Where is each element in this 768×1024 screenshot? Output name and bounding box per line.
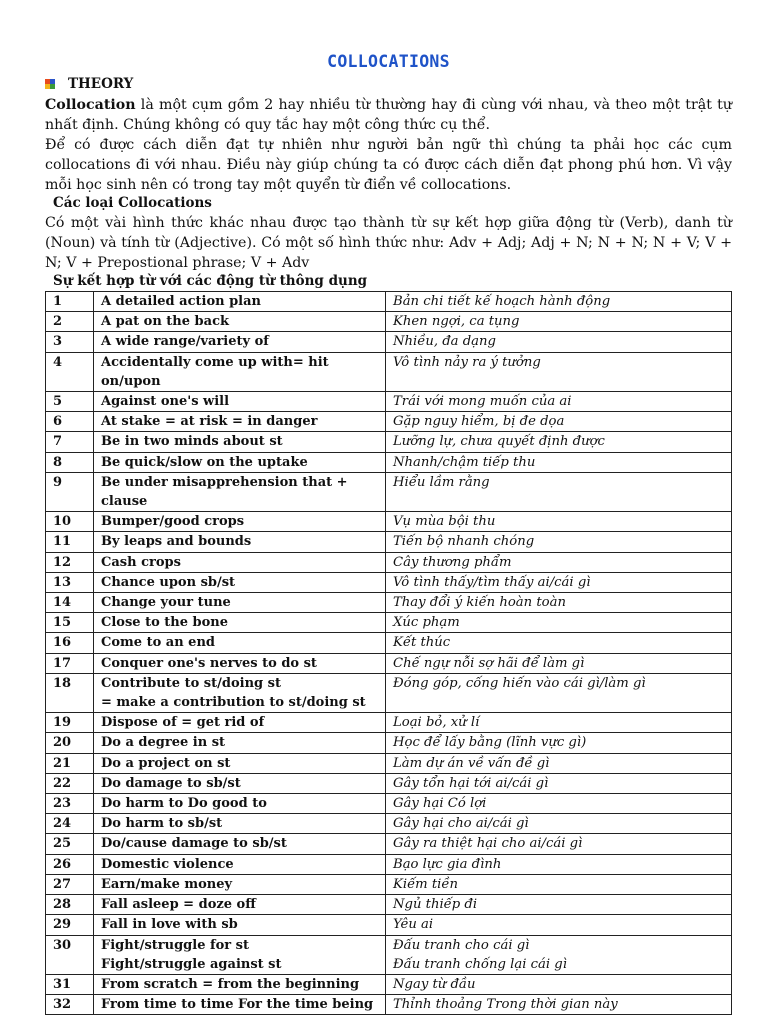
vietnamese-meaning — [386, 292, 732, 312]
table-row — [46, 392, 732, 412]
english-collocation — [94, 854, 386, 874]
english-collocation — [94, 292, 386, 312]
collocation-term: Collocation — [45, 97, 136, 113]
vietnamese-meaning — [386, 572, 732, 592]
table-row — [46, 915, 732, 935]
table-row — [46, 432, 732, 452]
vietnamese-line: Gây tổn hại tới ai/cái gì — [393, 775, 549, 791]
table-row — [46, 974, 732, 994]
vietnamese-meaning — [386, 452, 732, 472]
vietnamese-meaning — [386, 753, 732, 773]
row-number: 27 — [46, 874, 94, 894]
vietnamese-meaning — [386, 733, 732, 753]
table-row — [46, 633, 732, 653]
english-collocation — [94, 432, 386, 452]
english-line: Earn/make money — [101, 876, 233, 892]
vietnamese-line: Ngay từ đầu — [393, 976, 476, 992]
english-line: = make a contribution to st/doing st — [101, 695, 366, 711]
vietnamese-line: Gây hại Có lợi — [393, 796, 487, 812]
vietnamese-meaning — [386, 995, 732, 1015]
table-row — [46, 995, 732, 1015]
english-line: Be in two minds about st — [101, 434, 283, 450]
bullet-icon — [45, 79, 55, 89]
table-row — [46, 552, 732, 572]
vietnamese-line: Đấu tranh cho cái gì — [393, 937, 530, 953]
vietnamese-meaning — [386, 915, 732, 935]
english-collocation — [94, 552, 386, 572]
row-number: 5 — [46, 392, 94, 412]
table-row — [46, 794, 732, 814]
vietnamese-meaning — [386, 713, 732, 733]
english-line: Do a degree in st — [101, 735, 226, 751]
row-number: 18 — [46, 673, 94, 712]
table-row — [46, 593, 732, 613]
vietnamese-line: Ngủ thiếp đi — [393, 897, 478, 913]
vietnamese-meaning — [386, 613, 732, 633]
row-number: 14 — [46, 593, 94, 613]
table-row — [46, 874, 732, 894]
english-collocation — [94, 613, 386, 633]
english-collocation — [94, 773, 386, 793]
row-number: 1 — [46, 292, 94, 312]
row-number: 7 — [46, 432, 94, 452]
english-line: Do harm to Do good to — [101, 796, 267, 812]
english-line: Do harm to sb/st — [101, 816, 223, 832]
vietnamese-line: Làm dự án về vấn đề gì — [393, 755, 550, 771]
english-collocation — [94, 673, 386, 712]
vietnamese-line: Đấu tranh chống lại cái gì — [393, 956, 567, 972]
row-number: 4 — [46, 352, 94, 391]
row-number: 21 — [46, 753, 94, 773]
english-collocation — [94, 995, 386, 1015]
vietnamese-meaning — [386, 935, 732, 974]
table-row — [46, 673, 732, 712]
table-row — [46, 452, 732, 472]
english-collocation — [94, 814, 386, 834]
vietnamese-meaning — [386, 814, 732, 834]
row-number: 25 — [46, 834, 94, 854]
table-row — [46, 292, 732, 312]
english-line: Bumper/good crops — [101, 514, 245, 530]
english-line: By leaps and bounds — [101, 534, 252, 550]
vietnamese-line: Nhanh/chậm tiếp thu — [393, 454, 536, 470]
vietnamese-meaning — [386, 312, 732, 332]
vietnamese-line: Học để lấy bằng (lĩnh vực gì) — [393, 735, 587, 751]
english-line: Do a project on st — [101, 755, 231, 771]
row-number: 8 — [46, 452, 94, 472]
english-collocation — [94, 834, 386, 854]
english-collocation — [94, 512, 386, 532]
vietnamese-line: Kiếm tiền — [393, 876, 459, 892]
row-number: 3 — [46, 332, 94, 352]
english-line: Domestic violence — [101, 856, 234, 872]
vietnamese-line: Vụ mùa bội thu — [393, 514, 496, 530]
theory-heading — [45, 76, 133, 92]
table-row — [46, 572, 732, 592]
verbs-heading: Sự kết hợp từ với các động từ thông dụng — [53, 273, 368, 289]
english-collocation — [94, 312, 386, 332]
vietnamese-line: Gây ra thiệt hại cho ai/cái gì — [393, 836, 583, 852]
vietnamese-line: Đóng góp, cống hiến vào cái gì/làm gì — [393, 675, 646, 691]
row-number: 23 — [46, 794, 94, 814]
row-number: 30 — [46, 935, 94, 974]
english-line: Conquer one's nerves to do st — [101, 655, 317, 671]
english-collocation — [94, 733, 386, 753]
english-collocation — [94, 753, 386, 773]
english-collocation — [94, 633, 386, 653]
english-line: From time to time For the time being — [101, 997, 374, 1013]
english-collocation — [94, 895, 386, 915]
vietnamese-line: Thỉnh thoảng Trong thời gian này — [393, 997, 618, 1013]
table-row — [46, 713, 732, 733]
collocation-definition: là một cụm gồm 2 hay nhiều từ thường hay đi cùng với nhau, và theo một trật tự nhất định. Chúng không có quy tắc hay một công thức cụ thể. — [45, 97, 732, 133]
english-collocation — [94, 532, 386, 552]
table-row — [46, 653, 732, 673]
table-row — [46, 312, 732, 332]
english-line: Contribute to st/doing st — [101, 675, 281, 691]
vietnamese-line: Nhiều, đa dạng — [393, 334, 496, 350]
english-line: From scratch = from the beginning — [101, 976, 360, 992]
vietnamese-meaning — [386, 472, 732, 511]
english-collocation — [94, 392, 386, 412]
vietnamese-line: Kết thúc — [393, 635, 451, 651]
vietnamese-line: Bản chi tiết kế hoạch hành động — [393, 294, 611, 309]
vietnamese-line: Chế ngự nỗi sợ hãi để làm gì — [393, 655, 585, 671]
english-line: Fight/struggle against st — [101, 956, 282, 972]
table-row — [46, 613, 732, 633]
table-row — [46, 773, 732, 793]
english-line: Fight/struggle for st — [101, 937, 249, 953]
english-line: Fall in love with sb — [101, 917, 238, 933]
row-number: 11 — [46, 532, 94, 552]
english-line: Come to an end — [101, 635, 215, 651]
vietnamese-meaning — [386, 512, 732, 532]
table-row — [46, 412, 732, 432]
english-line: Close to the bone — [101, 615, 229, 631]
row-number: 28 — [46, 895, 94, 915]
vietnamese-meaning — [386, 392, 732, 412]
vietnamese-line: Hiểu lầm rằng — [393, 474, 490, 490]
row-number: 9 — [46, 472, 94, 511]
vietnamese-line: Thay đổi ý kiến hoàn toàn — [393, 595, 566, 611]
vietnamese-meaning — [386, 352, 732, 391]
english-collocation — [94, 452, 386, 472]
english-collocation — [94, 472, 386, 511]
vietnamese-meaning — [386, 552, 732, 572]
table-row — [46, 753, 732, 773]
row-number: 12 — [46, 552, 94, 572]
english-collocation — [94, 352, 386, 391]
row-number: 20 — [46, 733, 94, 753]
vietnamese-meaning — [386, 834, 732, 854]
row-number: 13 — [46, 572, 94, 592]
vietnamese-meaning — [386, 874, 732, 894]
english-line: Fall asleep = doze off — [101, 897, 256, 913]
english-collocation — [94, 915, 386, 935]
table-row — [46, 532, 732, 552]
vietnamese-meaning — [386, 432, 732, 452]
vietnamese-line: Vô tình thấy/tìm thấy ai/cái gì — [393, 574, 591, 590]
table-row — [46, 472, 732, 511]
vietnamese-meaning — [386, 974, 732, 994]
english-line: Be under misapprehension that + clause — [101, 474, 348, 510]
vietnamese-line: Cây thương phẩm — [393, 554, 512, 570]
vietnamese-line: Tiến bộ nhanh chóng — [393, 534, 535, 550]
vietnamese-line: Bạo lực gia đình — [393, 856, 502, 872]
english-collocation — [94, 653, 386, 673]
english-line: At stake = at risk = in danger — [101, 414, 318, 430]
row-number: 26 — [46, 854, 94, 874]
table-row — [46, 935, 732, 974]
english-collocation — [94, 713, 386, 733]
intro-paragraph — [45, 95, 732, 135]
vietnamese-meaning — [386, 854, 732, 874]
english-line: Do/cause damage to sb/st — [101, 836, 287, 852]
vietnamese-line: Lưỡng lự, chưa quyết định được — [393, 434, 605, 450]
table-row — [46, 352, 732, 391]
english-collocation — [94, 332, 386, 352]
theory-heading-label: THEORY — [68, 76, 134, 92]
vietnamese-meaning — [386, 332, 732, 352]
row-number: 17 — [46, 653, 94, 673]
vietnamese-line: Gây hại cho ai/cái gì — [393, 816, 529, 832]
english-line: Chance upon sb/st — [101, 574, 236, 590]
row-number: 16 — [46, 633, 94, 653]
row-number: 15 — [46, 613, 94, 633]
types-paragraph: Có một vài hình thức khác nhau được tạo thành từ sự kết hợp giữa động từ (Verb), danh từ (Noun) và tính từ (Adjective). Có một số hình thức như: Adv + Adj; Adj + N; N + N; N + V; V + N; V + Prepostional phrase; V + Adv — [45, 215, 732, 271]
table-row — [46, 895, 732, 915]
english-line: A pat on the back — [101, 314, 229, 330]
row-number: 22 — [46, 773, 94, 793]
vietnamese-meaning — [386, 773, 732, 793]
row-number: 31 — [46, 974, 94, 994]
row-number: 6 — [46, 412, 94, 432]
vietnamese-line: Loại bỏ, xử lí — [393, 715, 480, 731]
english-line: Accidentally come up with= hit — [101, 354, 329, 370]
types-heading: Các loại Collocations — [53, 195, 212, 211]
row-number: 19 — [46, 713, 94, 733]
vietnamese-meaning — [386, 653, 732, 673]
english-collocation — [94, 572, 386, 592]
vietnamese-meaning — [386, 593, 732, 613]
vietnamese-line: Trái với mong muốn của ai — [393, 394, 572, 410]
vietnamese-meaning — [386, 794, 732, 814]
english-line: A wide range/variety of — [101, 334, 269, 350]
row-number: 32 — [46, 995, 94, 1015]
english-collocation — [94, 874, 386, 894]
vietnamese-meaning — [386, 633, 732, 653]
english-line: Cash crops — [101, 554, 181, 570]
row-number: 2 — [46, 312, 94, 332]
table-row — [46, 332, 732, 352]
english-collocation — [94, 412, 386, 432]
vietnamese-meaning — [386, 412, 732, 432]
english-line: A detailed action plan — [101, 294, 261, 309]
english-collocation — [94, 794, 386, 814]
table-row — [46, 814, 732, 834]
vietnamese-line: Yêu ai — [393, 917, 434, 933]
english-collocation — [94, 974, 386, 994]
page-title: COLLOCATIONS — [327, 52, 450, 71]
vietnamese-meaning — [386, 895, 732, 915]
english-collocation — [94, 935, 386, 974]
row-number: 29 — [46, 915, 94, 935]
vietnamese-line: Xúc phạm — [393, 615, 460, 631]
collocations-table — [45, 291, 732, 1015]
english-line: Do damage to sb/st — [101, 775, 241, 791]
vietnamese-line: Gặp nguy hiểm, bị đe dọa — [393, 414, 565, 430]
english-line: Against one's will — [101, 394, 230, 410]
english-line: Dispose of = get rid of — [101, 715, 265, 731]
table-row — [46, 834, 732, 854]
intro-paragraph-2: Để có được cách diễn đạt tự nhiên như người bản ngữ thì chúng ta phải học các cụm collocations đi với nhau. Điều này giúp chúng ta có được cách diễn đạt phong phú hơn. Vì vậy mỗi học sinh nên có trong tay một quyển từ điển về collocations. — [45, 137, 732, 193]
row-number: 10 — [46, 512, 94, 532]
english-collocation — [94, 593, 386, 613]
table-row — [46, 512, 732, 532]
table-row — [46, 854, 732, 874]
table-row — [46, 733, 732, 753]
vietnamese-line: Khen ngợi, ca tụng — [393, 314, 520, 330]
vietnamese-line: Vô tình nảy ra ý tưởng — [393, 354, 541, 370]
english-line: Change your tune — [101, 595, 231, 611]
vietnamese-meaning — [386, 532, 732, 552]
english-line: on/upon — [101, 373, 161, 389]
row-number: 24 — [46, 814, 94, 834]
vietnamese-meaning — [386, 673, 732, 712]
english-line: Be quick/slow on the uptake — [101, 454, 308, 470]
